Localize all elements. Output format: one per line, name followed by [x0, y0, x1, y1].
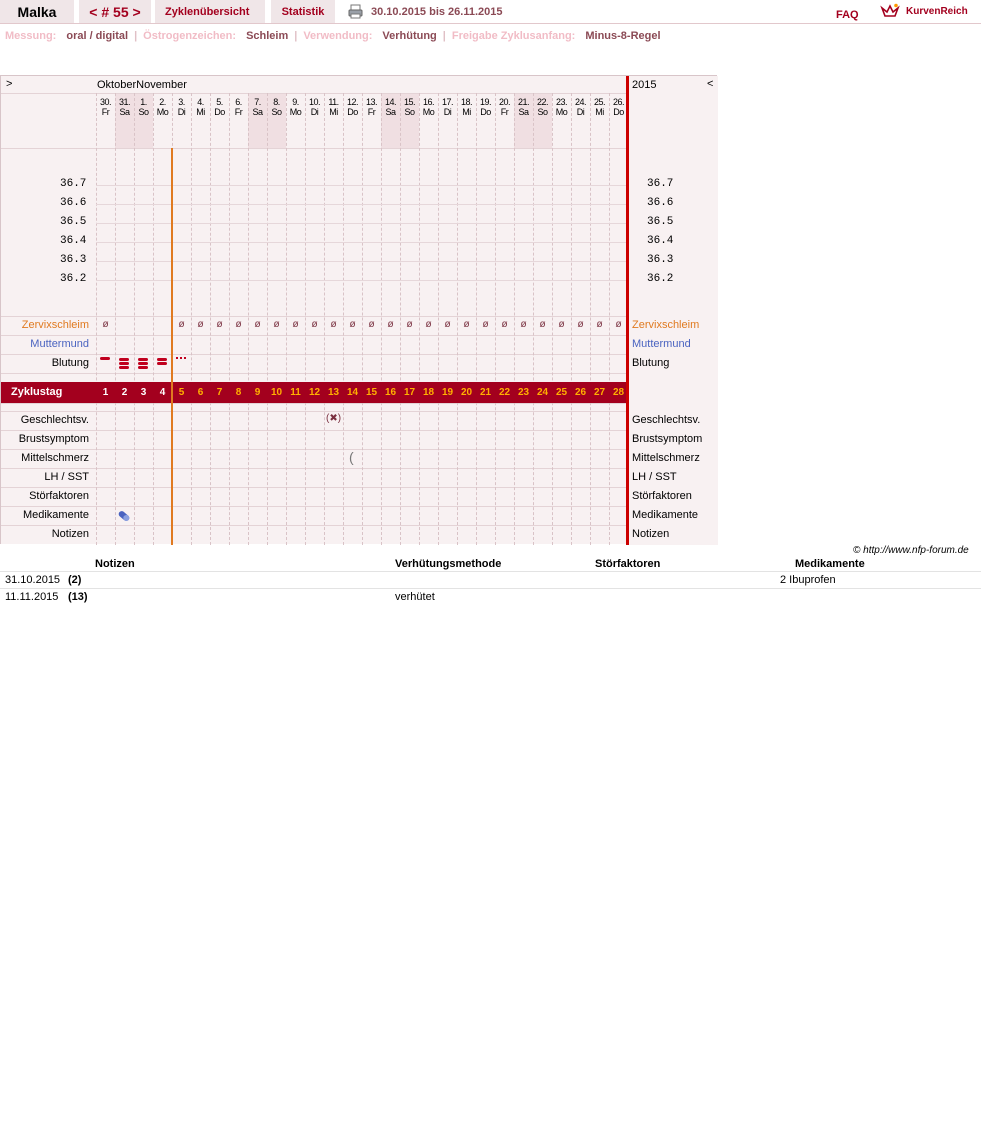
- row-label-right-lh: LH / SST: [632, 471, 677, 483]
- day-weekday: Mo: [156, 107, 169, 117]
- row-label-mittel: Mittelschmerz: [21, 452, 89, 464]
- temp-tick-left: 36.2: [60, 273, 87, 285]
- cycle-day-number: 28: [612, 387, 625, 398]
- note-cycle-day: (2): [68, 574, 82, 586]
- temp-grid-line: [96, 223, 628, 224]
- mucus-symbol: ø: [292, 319, 299, 330]
- temp-tick-right: 36.5: [647, 216, 674, 228]
- today-line: [626, 76, 629, 545]
- day-weekday: Mi: [329, 107, 338, 117]
- temp-tick-left: 36.3: [60, 254, 87, 266]
- day-header: [457, 97, 476, 117]
- day-header: [96, 97, 115, 117]
- note-medication: 2 Ibuprofen: [780, 574, 836, 586]
- day-header: [343, 97, 362, 117]
- top-bar: [0, 0, 981, 24]
- mucus-symbol: ø: [425, 319, 432, 330]
- info-value: Verhütung: [382, 30, 437, 42]
- grid-line: [1, 373, 718, 374]
- faq-link[interactable]: FAQ: [836, 9, 859, 21]
- day-date: 2.: [159, 97, 166, 107]
- bleeding-mark: [119, 366, 129, 369]
- mucus-symbol: ø: [520, 319, 527, 330]
- cycle-day-number: 13: [327, 387, 340, 398]
- day-header: [571, 97, 590, 117]
- temp-tick-left: 36.4: [60, 235, 87, 247]
- row-label-blutung: Blutung: [51, 357, 89, 369]
- cycle-navigator[interactable]: < # 55 >: [79, 0, 151, 23]
- mucus-symbol: ø: [463, 319, 470, 330]
- cycle-day-number: 8: [235, 387, 242, 398]
- info-value: Minus-8-Regel: [585, 30, 661, 42]
- cycle-chart: [0, 75, 717, 544]
- notes-header-method: Verhütungsmethode: [395, 558, 502, 570]
- day-weekday: So: [537, 107, 548, 117]
- grid-line: [1, 468, 718, 469]
- cycle-day-number: 24: [536, 387, 549, 398]
- day-weekday: Mi: [595, 107, 604, 117]
- row-label-right-zervix: Zervixschleim: [632, 319, 700, 331]
- info-label: Östrogenzeichen:: [143, 30, 237, 42]
- temp-grid-line: [96, 261, 628, 262]
- day-date: 17.: [441, 97, 453, 107]
- mucus-symbol: ø: [539, 319, 546, 330]
- day-weekday: So: [404, 107, 415, 117]
- mucus-symbol: ø: [558, 319, 565, 330]
- bleeding-mark: [138, 366, 148, 369]
- day-weekday: Di: [443, 107, 452, 117]
- row-label-muttermund: Muttermund: [30, 338, 89, 350]
- day-header: [115, 97, 134, 117]
- info-value: oral / digital: [66, 30, 129, 42]
- day-date: 3.: [178, 97, 185, 107]
- grid-line: [1, 403, 718, 404]
- day-date: 5.: [216, 97, 223, 107]
- cycle-day-number: 21: [479, 387, 492, 398]
- day-weekday: Mo: [289, 107, 302, 117]
- note-method: verhütet: [395, 591, 435, 603]
- day-header: [533, 97, 552, 117]
- cycle-day-number: 4: [159, 387, 166, 398]
- copyright: © http://www.nfp-forum.de: [853, 545, 969, 556]
- temp-tick-left: 36.7: [60, 178, 87, 190]
- next-cycle-arrow[interactable]: <: [707, 78, 714, 90]
- day-header: [229, 97, 248, 117]
- day-header: [381, 97, 400, 117]
- table-row: [0, 571, 981, 588]
- day-header: [495, 97, 514, 117]
- grid-line: [1, 335, 718, 336]
- day-header: [134, 97, 153, 117]
- mucus-symbol: ø: [368, 319, 375, 330]
- grid-line: [1, 430, 718, 431]
- day-header: [590, 97, 609, 117]
- cycle-day-number: 19: [441, 387, 454, 398]
- day-header: [172, 97, 191, 117]
- mucus-symbol: ø: [387, 319, 394, 330]
- row-label-right-stoer: Störfaktoren: [632, 490, 692, 502]
- day-date: 30.: [99, 97, 111, 107]
- cycle-day-number: 11: [290, 387, 301, 398]
- day-header: [476, 97, 495, 117]
- mucus-symbol: ø: [596, 319, 603, 330]
- row-label-lh: LH / SST: [44, 471, 89, 483]
- bleeding-mark: [138, 358, 148, 361]
- day-date: 26.: [612, 97, 624, 107]
- info-label: Freigabe Zyklusanfang:: [451, 30, 576, 42]
- info-label: Verwendung:: [303, 30, 373, 42]
- mucus-symbol: ø: [406, 319, 413, 330]
- day-date: 10.: [308, 97, 320, 107]
- cycle-day-number: 26: [574, 387, 587, 398]
- day-header: [552, 97, 571, 117]
- day-weekday: Mo: [555, 107, 568, 117]
- grid-line: [1, 411, 718, 412]
- mucus-symbol: ø: [330, 319, 337, 330]
- printer-icon[interactable]: [348, 4, 363, 19]
- grid-line: [1, 487, 718, 488]
- day-weekday: So: [271, 107, 282, 117]
- temp-grid-line: [96, 280, 628, 281]
- mucus-symbol: ø: [444, 319, 451, 330]
- day-date: 24.: [574, 97, 586, 107]
- mittelschmerz-mark: (: [349, 449, 354, 465]
- bleeding-mark: [119, 362, 129, 365]
- day-date: 15.: [403, 97, 415, 107]
- day-date: 8.: [273, 97, 280, 107]
- temp-tick-right: 36.7: [647, 178, 674, 190]
- day-grid-line: [115, 93, 116, 545]
- row-label-right-brust: Brustsymptom: [632, 433, 703, 445]
- cycle-day-number: 18: [422, 387, 435, 398]
- tab-statistics[interactable]: Statistik: [271, 0, 335, 23]
- mucus-symbol: ø: [501, 319, 508, 330]
- cycle-day-number: 1: [102, 387, 109, 398]
- spotting-dot: [176, 357, 178, 359]
- cycle-day-number: 9: [254, 387, 261, 398]
- day-weekday: Do: [214, 107, 225, 117]
- day-date: 9.: [292, 97, 299, 107]
- cycle-day-number: 3: [140, 387, 147, 398]
- mucus-symbol: ø: [216, 319, 223, 330]
- temp-tick-right: 36.2: [647, 273, 674, 285]
- user-name[interactable]: Malka: [0, 0, 74, 23]
- mucus-symbol: ø: [235, 319, 242, 330]
- bleeding-mark: [157, 362, 167, 365]
- mucus-symbol: ø: [178, 319, 185, 330]
- row-label-right-geschlechtsv: Geschlechtsv.: [632, 414, 701, 426]
- notes-header-disturbances: Störfaktoren: [595, 558, 661, 570]
- grid-line: [1, 93, 718, 94]
- cycle-day-label: Zyklustag: [11, 386, 63, 398]
- mucus-symbol: ø: [311, 319, 318, 330]
- mucus-symbol: ø: [577, 319, 584, 330]
- cycle-day-number: 2: [121, 387, 128, 398]
- day-date: 25.: [593, 97, 605, 107]
- logo[interactable]: [880, 0, 968, 23]
- day-weekday: Fr: [101, 107, 110, 117]
- cycle-day-number: 5: [178, 387, 185, 398]
- intercourse-mark: (✖): [326, 413, 342, 424]
- row-label-zervix: Zervixschleim: [21, 319, 89, 331]
- day-date: 7.: [254, 97, 261, 107]
- settings-info: [5, 30, 661, 42]
- day-weekday: Do: [613, 107, 624, 117]
- day-header: [305, 97, 324, 117]
- row-label-medi: Medikamente: [22, 509, 89, 521]
- mucus-symbol: ø: [349, 319, 356, 330]
- temp-tick-right: 36.3: [647, 254, 674, 266]
- day-header: [324, 97, 343, 117]
- info-separator: |: [134, 30, 138, 42]
- temp-grid-line: [96, 242, 628, 243]
- crown-icon: [880, 3, 900, 19]
- mucus-symbol: ø: [273, 319, 280, 330]
- day-date: 22.: [536, 97, 548, 107]
- day-header: [438, 97, 457, 117]
- cycle-day-number: 25: [555, 387, 568, 398]
- year-label: 2015: [632, 79, 657, 91]
- day-weekday: Di: [576, 107, 585, 117]
- cycle-day-number: 15: [365, 387, 378, 398]
- row-label-notizen: Notizen: [51, 528, 89, 540]
- day-weekday: Fr: [234, 107, 243, 117]
- day-date: 31.: [118, 97, 130, 107]
- row-label-stoer: Störfaktoren: [29, 490, 89, 502]
- notes-header-medication: Medikamente: [795, 558, 865, 570]
- logo-text: KurvenReich: [906, 6, 968, 17]
- day-weekday: Mo: [422, 107, 435, 117]
- bleeding-mark: [119, 358, 129, 361]
- day-header: [210, 97, 229, 117]
- row-label-right-blutung: Blutung: [632, 357, 670, 369]
- spotting-dot: [180, 357, 182, 359]
- grid-line: [1, 354, 718, 355]
- bleeding-mark: [138, 362, 148, 365]
- temp-grid-line: [96, 185, 628, 186]
- cycle-start-marker: [171, 148, 173, 545]
- grid-line: [1, 316, 718, 317]
- row-label-brust: Brustsymptom: [18, 433, 89, 445]
- prev-cycle-arrow[interactable]: >: [6, 78, 13, 90]
- row-label-right-notizen: Notizen: [632, 528, 670, 540]
- day-header: [267, 97, 286, 117]
- cycle-day-number: 20: [460, 387, 473, 398]
- day-grid-line: [153, 93, 154, 545]
- day-weekday: Di: [177, 107, 186, 117]
- date-range: 30.10.2015 bis 26.11.2015: [371, 6, 503, 18]
- day-weekday: So: [138, 107, 149, 117]
- day-weekday: Sa: [385, 107, 396, 117]
- day-weekday: Mi: [462, 107, 471, 117]
- table-row: [0, 588, 981, 605]
- row-label-geschlechtsv: Geschlechtsv.: [20, 414, 89, 426]
- note-date: 11.11.2015: [5, 591, 59, 603]
- temp-grid-line: [96, 204, 628, 205]
- cycle-day-number: 16: [384, 387, 397, 398]
- day-date: 23.: [555, 97, 567, 107]
- info-separator: |: [294, 30, 298, 42]
- cycle-day-number: 14: [346, 387, 359, 398]
- cycle-day-number: 23: [517, 387, 530, 398]
- mucus-symbol: ø: [254, 319, 261, 330]
- info-label: Messung:: [5, 30, 57, 42]
- cycle-day-number: 17: [403, 387, 416, 398]
- day-header: [362, 97, 381, 117]
- day-date: 21.: [517, 97, 529, 107]
- day-date: 6.: [235, 97, 242, 107]
- mucus-symbol: ø: [615, 319, 622, 330]
- day-weekday: Mi: [196, 107, 205, 117]
- day-date: 20.: [498, 97, 510, 107]
- day-weekday: Sa: [518, 107, 529, 117]
- mucus-symbol: ø: [197, 319, 204, 330]
- note-date: 31.10.2015: [5, 574, 61, 586]
- cycle-day-number: 22: [498, 387, 511, 398]
- day-header: [514, 97, 533, 117]
- cycle-day-number: 7: [216, 387, 223, 398]
- day-date: 12.: [346, 97, 358, 107]
- bleeding-mark: [157, 358, 167, 361]
- day-date: 4.: [197, 97, 204, 107]
- day-date: 1.: [140, 97, 147, 107]
- cycle-day-number: 6: [197, 387, 204, 398]
- day-date: 11.: [328, 97, 339, 107]
- day-header: [400, 97, 419, 117]
- pill-icon: [117, 509, 131, 523]
- day-weekday: Sa: [252, 107, 263, 117]
- temp-tick-right: 36.6: [647, 197, 674, 209]
- day-grid-line: [134, 93, 135, 545]
- cycle-day-number: 27: [593, 387, 606, 398]
- temp-tick-left: 36.6: [60, 197, 87, 209]
- row-label-right-medi: Medikamente: [632, 509, 699, 521]
- cycle-day-number: 12: [308, 387, 321, 398]
- day-weekday: Do: [347, 107, 358, 117]
- info-separator: |: [442, 30, 446, 42]
- mucus-symbol: ø: [102, 319, 109, 330]
- temp-tick-left: 36.5: [60, 216, 87, 228]
- day-header: [153, 97, 172, 117]
- day-date: 18.: [460, 97, 472, 107]
- month-label: OktoberNovember: [97, 79, 187, 91]
- day-header: [419, 97, 438, 117]
- day-header: [191, 97, 210, 117]
- day-weekday: Do: [480, 107, 491, 117]
- mucus-symbol: ø: [482, 319, 489, 330]
- row-label-right-mittel: Mittelschmerz: [632, 452, 700, 464]
- day-header: [286, 97, 305, 117]
- day-header: [248, 97, 267, 117]
- day-weekday: Di: [310, 107, 319, 117]
- bleeding-mark: [100, 357, 110, 360]
- note-cycle-day: (13): [68, 591, 88, 603]
- day-weekday: Fr: [367, 107, 376, 117]
- day-date: 19.: [479, 97, 491, 107]
- grid-line: [1, 148, 718, 149]
- day-date: 13.: [365, 97, 377, 107]
- spotting-dot: [184, 357, 186, 359]
- grid-line: [1, 506, 718, 507]
- day-date: 14.: [384, 97, 396, 107]
- day-weekday: Fr: [500, 107, 509, 117]
- notes-header-notes: Notizen: [95, 558, 135, 570]
- row-label-right-muttermund: Muttermund: [632, 338, 691, 350]
- grid-line: [1, 525, 718, 526]
- day-weekday: Sa: [119, 107, 130, 117]
- tab-cycle-overview[interactable]: Zyklenübersicht: [155, 0, 265, 23]
- info-value: Schleim: [246, 30, 289, 42]
- grid-line: [1, 449, 718, 450]
- cycle-day-number: 10: [270, 387, 283, 398]
- day-date: 16.: [422, 97, 434, 107]
- temp-tick-right: 36.4: [647, 235, 674, 247]
